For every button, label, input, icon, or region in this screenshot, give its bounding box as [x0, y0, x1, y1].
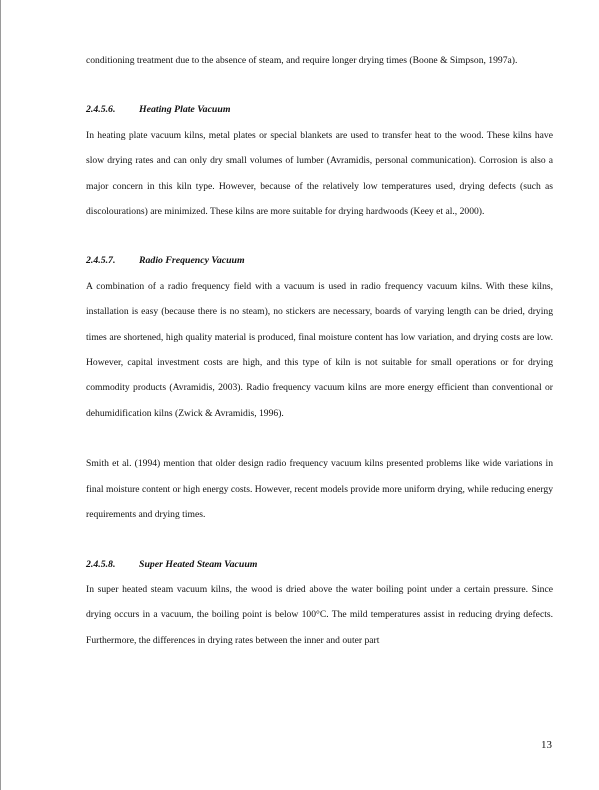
section-number: 2.4.5.7. — [86, 255, 116, 267]
paragraph-heating-plate: In heating plate vacuum kilns, metal plates or special blankets are used to transfer heat to the wood. These kilns have slow drying rates and can only dry small volumes of lumber (Avramidis, personal communication). Corrosion is also a major concern in this kiln type. However, because of the relatively low temperatures used, drying defects (such as discolourations) are minimized. These kilns are more suitable for drying hardwoods (Keey et al., 2000). — [86, 129, 553, 218]
spacer — [86, 528, 553, 552]
section-number: 2.4.5.8. — [86, 558, 116, 570]
spacer — [86, 426, 553, 451]
paragraph-smith-et-al: Smith et al. (1994) mention that older design radio frequency vacuum kilns presented problems like wide variations in final moisture content or high energy costs. However, recent models provide more uniform drying, while reducing energy requirements and drying times. — [86, 458, 553, 521]
spacer — [86, 224, 553, 248]
section-number: 2.4.5.6. — [86, 104, 116, 116]
paragraph-radio-frequency: A combination of a radio frequency field with a vacuum is used in radio frequency vacuum kilns. With these kilns, installation is easy (because there is no steam), no stickers are necessary, boards of varying length can be dried, drying times are shortened, high quality material is produced, final moisture content has low variation, and drying costs are low. However, capital investment costs are high, and this type of kiln is not suitable for small operations or for drying commodity products (Avramidis, 2003). Radio frequency vacuum kilns are more energy efficient than conventional or dehumidification kilns (Zwick & Avramidis, 1996). — [86, 280, 553, 419]
paragraph-super-heated-steam: In super heated steam vacuum kilns, the wood is dried above the water boiling point under a certain pressure. Since drying occurs in a vacuum, the boiling point is below 100°C. The mild temperatures assist in reducing drying defects. Furthermore, the differences in drying rates between the inner and outer part — [86, 583, 553, 646]
paragraph-continuation: conditioning treatment due to the absence of steam, and require longer drying times (Boone & Simpson, 1997a). — [86, 55, 518, 66]
section-heading-2-4-5-8 — [86, 552, 553, 577]
section-title: Heating Plate Vacuum — [139, 104, 231, 116]
page-content — [86, 48, 553, 653]
section-title: Radio Frequency Vacuum — [139, 255, 245, 267]
spacer — [86, 73, 553, 97]
section-heading-2-4-5-7 — [86, 248, 553, 273]
section-title: Super Heated Steam Vacuum — [139, 558, 258, 570]
section-heading-2-4-5-6 — [86, 97, 553, 122]
page-number: 13 — [541, 739, 552, 751]
